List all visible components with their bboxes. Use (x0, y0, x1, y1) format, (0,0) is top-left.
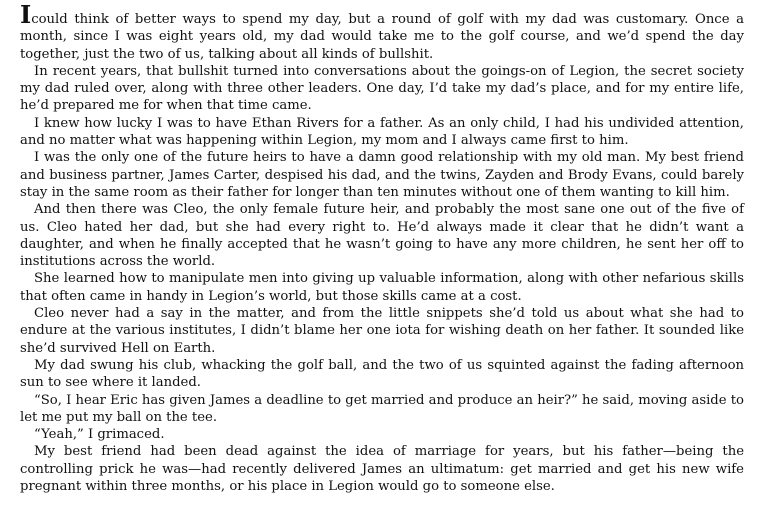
paragraph-4: I was the only one of the future heirs to have a damn good relationship with my old man. My best friend and business partner, James Carter, despised his dad, and the twins, Zayden and Brody Evans, could barely stay in the same room as their father for longer than ten minutes without one of them wanting to kill him. (20, 150, 744, 200)
paragraph-2: In recent years, that bullshit turned into conversations about the goings-on of Legion, the secret society my dad ruled over, along with three other leaders. One day, I’d take my dad’s place, and for my entire life, he’d prepared me for when that time came. (20, 63, 744, 114)
paragraph-8: My dad swung his club, whacking the golf ball, and the two of us squinted against the fading afternoon sun to see where it landed. (20, 357, 744, 391)
paragraph-9: “So, I hear Eric has given James a deadline to get married and produce an heir?” he said, moving aside to let me put my ball on the tee. (20, 392, 744, 425)
paragraph-10: “Yeah,” I grimaced. (34, 427, 165, 443)
paragraph-3: I knew how lucky I was to have Ethan Rivers for a father. As an only child, I had his undivided attention, and no matter what was happening within Legion, my mom and I always came first to him. (20, 115, 744, 149)
paragraph-1-text: could think of better ways to spend my day, but a round of golf with my dad was customary. Once a month, since I was eight years old, my dad would take me to the golf course, and we’d spend the day together, just the two of us, talking about all kinds of bullshit. (20, 12, 744, 62)
paragraph-11: My best friend had been dead against the idea of marriage for years, but his father—being the controlling prick he was—had recently delivered James an ultimatum: get married and get his new wife pregnant within three months, or his place in Legion would go to someone else. (20, 444, 744, 495)
paragraph-7: Cleo never had a say in the matter, and from the little snippets she’d told us about what she had to endure at the various institutes, I didn’t blame her one iota for wishing death on her father. It sounded like she’d survived Hell on Earth. (20, 306, 744, 356)
paragraph-6: She learned how to manipulate men into giving up valuable information, along with other nefarious skills that often came in handy in Legion’s world, but those skills came at a cost. (20, 271, 744, 304)
drop-cap: I (20, 0, 32, 29)
paragraph-1 (20, 0, 744, 63)
paragraph-5: And then there was Cleo, the only female future heir, and probably the most sane one out of the five of us. Cleo hated her dad, but she had every right to. He’d always made it clear that he didn’t want a daughter, and when he finally accepted that he wasn’t going to have any more children, he sent her off to institutions across the world. (20, 202, 744, 270)
